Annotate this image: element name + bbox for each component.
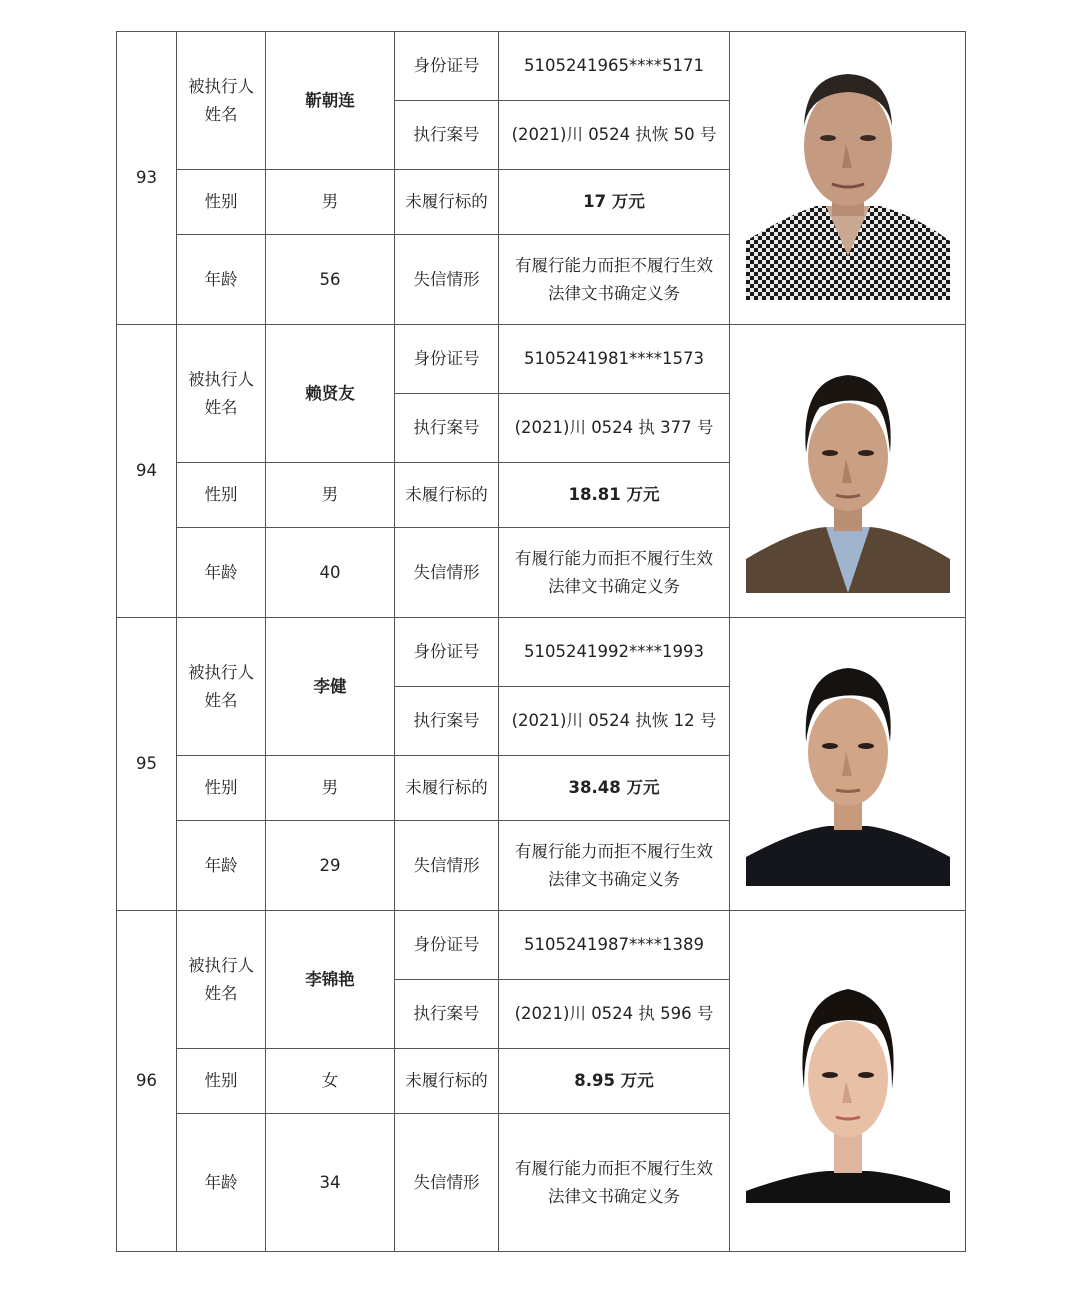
id-label: 身份证号 [395, 911, 499, 980]
table-row [117, 911, 966, 980]
record-number: 93 [117, 32, 177, 325]
table-row [117, 618, 966, 687]
photo-cell [730, 325, 966, 618]
case-number: (2021)川 0524 执恢 50 号 [499, 101, 730, 170]
portrait-photo [746, 56, 950, 300]
gender-value: 女 [266, 1049, 395, 1114]
case-label: 执行案号 [395, 101, 499, 170]
table-row [117, 32, 966, 101]
gender-value: 男 [266, 756, 395, 821]
age-value: 34 [266, 1114, 395, 1252]
situation-label: 失信情形 [395, 235, 499, 325]
situation-value: 有履行能力而拒不履行生效 法律文书确定义务 [499, 528, 730, 618]
amount-value: 18.81 万元 [499, 463, 730, 528]
portrait-photo [746, 349, 950, 593]
gender-label: 性别 [177, 170, 266, 235]
amount-label: 未履行标的 [395, 170, 499, 235]
situation-label: 失信情形 [395, 1114, 499, 1252]
case-label: 执行案号 [395, 394, 499, 463]
gender-value: 男 [266, 463, 395, 528]
situation-label: 失信情形 [395, 528, 499, 618]
amount-label: 未履行标的 [395, 463, 499, 528]
debtor-name: 李健 [266, 618, 395, 756]
name-label: 被执行人 姓名 [177, 911, 266, 1049]
age-value: 40 [266, 528, 395, 618]
amount-value: 38.48 万元 [499, 756, 730, 821]
situation-value: 有履行能力而拒不履行生效 法律文书确定义务 [499, 1114, 730, 1252]
amount-label: 未履行标的 [395, 756, 499, 821]
age-label: 年龄 [177, 1114, 266, 1252]
case-label: 执行案号 [395, 687, 499, 756]
case-label: 执行案号 [395, 980, 499, 1049]
debtor-name: 李锦艳 [266, 911, 395, 1049]
debtor-roster [116, 31, 965, 1252]
case-number: (2021)川 0524 执 377 号 [499, 394, 730, 463]
amount-value: 8.95 万元 [499, 1049, 730, 1114]
gender-label: 性别 [177, 756, 266, 821]
portrait-photo [746, 959, 950, 1203]
id-label: 身份证号 [395, 325, 499, 394]
record-number: 95 [117, 618, 177, 911]
gender-label: 性别 [177, 463, 266, 528]
gender-value: 男 [266, 170, 395, 235]
situation-value: 有履行能力而拒不履行生效 法律文书确定义务 [499, 821, 730, 911]
name-label: 被执行人 姓名 [177, 325, 266, 463]
portrait-photo [746, 642, 950, 886]
id-number: 5105241965****5171 [499, 32, 730, 101]
age-value: 56 [266, 235, 395, 325]
name-label: 被执行人 姓名 [177, 618, 266, 756]
id-number: 5105241987****1389 [499, 911, 730, 980]
record-number: 94 [117, 325, 177, 618]
record-number: 96 [117, 911, 177, 1252]
id-label: 身份证号 [395, 618, 499, 687]
situation-value: 有履行能力而拒不履行生效 法律文书确定义务 [499, 235, 730, 325]
table-row [117, 325, 966, 394]
debtor-name: 靳朝连 [266, 32, 395, 170]
age-value: 29 [266, 821, 395, 911]
id-number: 5105241981****1573 [499, 325, 730, 394]
amount-label: 未履行标的 [395, 1049, 499, 1114]
id-number: 5105241992****1993 [499, 618, 730, 687]
debtor-name: 赖贤友 [266, 325, 395, 463]
age-label: 年龄 [177, 821, 266, 911]
id-label: 身份证号 [395, 32, 499, 101]
photo-cell [730, 618, 966, 911]
debtor-table [116, 31, 966, 1252]
amount-value: 17 万元 [499, 170, 730, 235]
case-number: (2021)川 0524 执恢 12 号 [499, 687, 730, 756]
age-label: 年龄 [177, 235, 266, 325]
case-number: (2021)川 0524 执 596 号 [499, 980, 730, 1049]
name-label: 被执行人 姓名 [177, 32, 266, 170]
situation-label: 失信情形 [395, 821, 499, 911]
photo-cell [730, 911, 966, 1252]
photo-cell [730, 32, 966, 325]
age-label: 年龄 [177, 528, 266, 618]
gender-label: 性别 [177, 1049, 266, 1114]
